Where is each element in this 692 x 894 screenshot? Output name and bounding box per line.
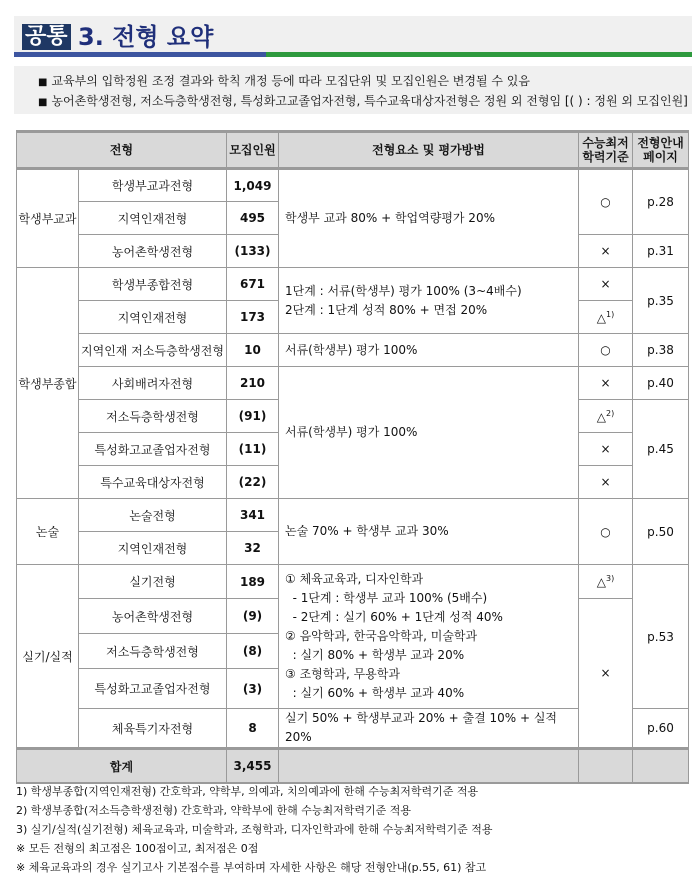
count: (3) xyxy=(227,669,279,709)
count: (9) xyxy=(227,599,279,634)
section-badge: 공통 xyxy=(22,24,71,50)
count: 1,049 xyxy=(227,169,279,202)
footnote: 3) 실기/실적(실기전형) 체육교육과, 미술학과, 조형학과, 디자인학과에 한해 수능최저학력기준 적용 xyxy=(16,823,493,836)
type-name: 특수교육대상자전형 xyxy=(79,466,227,499)
col-header-count: 모집인원 xyxy=(227,132,279,169)
type-name: 지역인재전형 xyxy=(79,202,227,235)
count: (133) xyxy=(227,235,279,268)
count: 8 xyxy=(227,709,279,749)
suneung-mark: △$^{2)}$ xyxy=(579,400,633,433)
type-name: 특성화고교졸업자전형 xyxy=(79,433,227,466)
count: 10 xyxy=(227,334,279,367)
type-name: 실기전형 xyxy=(79,565,227,599)
method: 실기 50% + 학생부교과 20% + 출결 10% + 실적 20% xyxy=(279,709,579,749)
count: (8) xyxy=(227,634,279,669)
suneung-mark: × xyxy=(579,268,633,301)
suneung-mark: × xyxy=(579,599,633,749)
notice-item: ■ 교육부의 입학정원 조정 결과와 학칙 개정 등에 따라 모집단위 및 모집인원은 변경될 수 있음 xyxy=(38,74,530,88)
footnotes xyxy=(16,782,492,877)
page-title: 3. 전형 요약 xyxy=(78,23,214,51)
type-name: 농어촌학생전형 xyxy=(79,599,227,634)
group-label: 논술 xyxy=(17,499,79,565)
page-ref: p.35 xyxy=(633,268,689,334)
method: 학생부 교과 80% + 학업역량평가 20% xyxy=(279,169,579,268)
total-count: 3,455 xyxy=(227,749,279,784)
col-header-page: 전형안내 페이지 xyxy=(633,132,689,169)
count: (11) xyxy=(227,433,279,466)
col-header-method: 전형요소 및 평가방법 xyxy=(279,132,579,169)
count: 32 xyxy=(227,532,279,565)
notice-item: ■ 농어촌학생전형, 저소득층학생전형, 특성화고교졸업자전형, 특수교육대상자전형은 정원 외 전형임 [( ) : 정원 외 모집인원] xyxy=(38,94,688,108)
count: 671 xyxy=(227,268,279,301)
total-row xyxy=(17,749,689,784)
method: 1단계 : 서류(학생부) 평가 100% (3~4배수) 2단계 : 1단계 성적 80% + 면접 20% xyxy=(279,268,579,334)
count: 341 xyxy=(227,499,279,532)
group-label: 실기/실적 xyxy=(17,565,79,749)
title-rule-green xyxy=(266,52,692,57)
type-name: 사회배려자전형 xyxy=(79,367,227,400)
count: (22) xyxy=(227,466,279,499)
suneung-mark: × xyxy=(579,433,633,466)
suneung-mark: ○ xyxy=(579,169,633,235)
suneung-mark: ○ xyxy=(579,499,633,565)
suneung-mark: × xyxy=(579,235,633,268)
table-row xyxy=(17,565,689,599)
page-ref: p.53 xyxy=(633,565,689,709)
count: 189 xyxy=(227,565,279,599)
page-ref: p.60 xyxy=(633,709,689,749)
notice-box xyxy=(14,66,692,114)
suneung-mark: ○ xyxy=(579,334,633,367)
table-row xyxy=(17,169,689,202)
square-bullet-icon: ■ xyxy=(38,77,48,88)
group-label: 학생부종합 xyxy=(17,268,79,499)
count: (91) xyxy=(227,400,279,433)
type-name: 저소득층학생전형 xyxy=(79,634,227,669)
type-name: 학생부교과전형 xyxy=(79,169,227,202)
footnote: 1) 학생부종합(지역인재전형) 간호학과, 약학부, 의예과, 치의예과에 한해 수능최저학력기준 적용 xyxy=(16,785,479,798)
admission-summary-table xyxy=(16,130,689,784)
suneung-mark: △$^{1)}$ xyxy=(579,301,633,334)
page-ref: p.45 xyxy=(633,400,689,499)
suneung-mark: × xyxy=(579,367,633,400)
page-ref: p.40 xyxy=(633,367,689,400)
type-name: 농어촌학생전형 xyxy=(79,235,227,268)
table-row xyxy=(17,367,689,400)
page-ref: p.28 xyxy=(633,169,689,235)
count: 495 xyxy=(227,202,279,235)
type-name: 학생부종합전형 xyxy=(79,268,227,301)
type-name: 지역인재 저소득층학생전형 xyxy=(79,334,227,367)
suneung-mark: △$^{3)}$ xyxy=(579,565,633,599)
page-ref: p.38 xyxy=(633,334,689,367)
count: 173 xyxy=(227,301,279,334)
footnote: ※ 체육교육과의 경우 실기고사 기본점수를 부여하며 자세한 사항은 해당 전형안내(p.55, 61) 참고 xyxy=(16,861,487,874)
col-header-suneung: 수능최저 학력기준 xyxy=(579,132,633,169)
col-header-type: 전형 xyxy=(17,132,227,169)
type-name: 특성화고교졸업자전형 xyxy=(79,669,227,709)
type-name: 체육특기자전형 xyxy=(79,709,227,749)
title-rule-blue xyxy=(14,52,266,57)
page-ref: p.31 xyxy=(633,235,689,268)
table-row xyxy=(17,334,689,367)
type-name: 지역인재전형 xyxy=(79,532,227,565)
type-name: 논술전형 xyxy=(79,499,227,532)
table-row xyxy=(17,268,689,301)
type-name: 지역인재전형 xyxy=(79,301,227,334)
table-row xyxy=(17,499,689,532)
method: 서류(학생부) 평가 100% xyxy=(279,367,579,499)
footnote: 2) 학생부종합(저소득층학생전형) 간호학과, 약학부에 한해 수능최저학력기준 적용 xyxy=(16,804,412,817)
count: 210 xyxy=(227,367,279,400)
suneung-mark: × xyxy=(579,466,633,499)
type-name: 저소득층학생전형 xyxy=(79,400,227,433)
method: ① 체육교육과, 디자인학과 - 1단계 : 학생부 교과 100% (5배수) - 2단계 : 실기 60% + 1단계 성적 40% ② 음악학과, 한국음악학과, 미술학과 : 실기 80% + 학생부 교과 20% ③ 조형학과, 무용학과 : 실기 60% + 학생부 교과 40% xyxy=(279,565,579,709)
square-bullet-icon: ■ xyxy=(38,97,48,108)
group-label: 학생부교과 xyxy=(17,169,79,268)
page-ref: p.50 xyxy=(633,499,689,565)
total-label: 합계 xyxy=(17,749,227,784)
footnote: ※ 모든 전형의 최고점은 100점이고, 최저점은 0점 xyxy=(16,842,259,855)
method: 논술 70% + 학생부 교과 30% xyxy=(279,499,579,565)
method: 서류(학생부) 평가 100% xyxy=(279,334,579,367)
